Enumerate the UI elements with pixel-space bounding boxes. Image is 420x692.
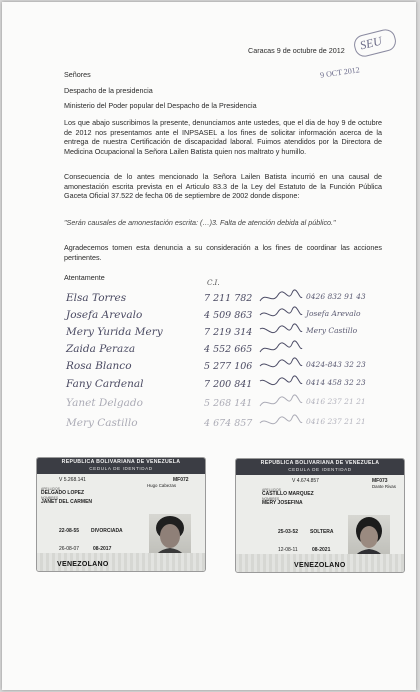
- handwritten-signature-icon: [258, 357, 304, 375]
- signature-row: [66, 360, 406, 378]
- handwritten-signature-icon: [258, 289, 304, 307]
- signatory-name: Josefa Arevalo: [66, 309, 143, 321]
- id-card-number: V 4.674.857: [292, 478, 319, 484]
- signature-row: [66, 397, 406, 415]
- signature-row: [66, 292, 406, 310]
- id-card-subheader: CEDULA DE IDENTIDAD: [89, 466, 153, 471]
- id-card-issue: 12-08-11: [278, 547, 298, 553]
- signature-row: [66, 378, 406, 396]
- signatory-id-number: 7 219 314: [204, 327, 253, 338]
- signature-row: [66, 309, 406, 327]
- id-card-code: MF072: [173, 477, 189, 483]
- handwritten-signature-icon: [258, 306, 304, 324]
- ci-column-mark: C.I.: [207, 278, 220, 287]
- id-card-2: [235, 458, 405, 573]
- id-card-surname-label: APELLIDOS: [41, 487, 60, 491]
- id-card-surnames: DELGADO LOPEZ: [41, 490, 85, 496]
- signatory-phone: 0424-843 32 23: [306, 360, 366, 369]
- letter-date: Caracas 9 de octubre de 2012: [248, 46, 345, 55]
- id-card-nationality: VENEZOLANO: [294, 562, 346, 569]
- scanned-letter-page: [2, 2, 416, 690]
- handwritten-signature-icon: [258, 323, 304, 341]
- signatory-phone: 0414 458 32 23: [306, 378, 366, 387]
- recipient-ministry: Ministerio del Poder popular del Despacho de la Presidencia: [64, 101, 257, 110]
- reception-initials-stamp: SEU: [352, 27, 398, 59]
- id-card-issue: 26-08-07: [59, 546, 80, 552]
- legal-quote: "Serán causales de amonestación escrita: (…)3. Falta de atención debida al público.": [64, 218, 336, 227]
- id-card-expiry: 08-2017: [93, 546, 112, 552]
- paragraph-legal-basis: Consecuencia de lo antes mencionado la Señora Lailen Batista incurrió en una causal de amonestación escrita prevista en el Articulo 83.3 de la Ley del Estatuto de la Función Pública Gaceta Oficial 37.522 de fecha 06 de septiembre de 2002 donde dispone:: [64, 172, 382, 201]
- closing: Atentamente: [64, 273, 105, 282]
- id-card-surnames: CASTILLO MARQUEZ: [262, 491, 314, 497]
- salutation: Señores: [64, 70, 91, 79]
- signatory-name: Rosa Blanco: [66, 360, 132, 372]
- signatory-id-number: 5 277 106: [204, 361, 253, 372]
- id-card-expiry: 08-2021: [312, 547, 331, 553]
- signatory-phone: Josefa Arevalo: [306, 309, 361, 318]
- id-card-names-label: NOMBRES: [41, 496, 59, 500]
- signatory-phone: 0426 832 91 43: [306, 292, 366, 301]
- paragraph-complaint: Los que abajo suscribimos la presente, denunciamos ante ustedes, que el dia de hoy 9 de octubre de 2012 nos presentamos ante el INPSASEL a los fines de solicitar información acerca de la entrega de nuestra Certificación de discapacidad laboral. Fuimos atendidos por la Directora de Medicina Ocupacional la Señora Lailen Batista quien nos maltrato y humillo.: [64, 118, 382, 156]
- signature-row: [66, 343, 406, 361]
- signatory-name: Elsa Torres: [66, 292, 127, 304]
- signature-row: [66, 326, 406, 344]
- handwritten-signature-icon: [258, 394, 304, 412]
- signatory-phone: 0416 237 21 21: [306, 397, 366, 406]
- handwritten-signature-icon: [258, 340, 304, 358]
- id-card-subheader: CEDULA DE IDENTIDAD: [288, 467, 352, 472]
- id-card-names: MERY JOSEFINA: [262, 500, 303, 506]
- signatory-name: Mery Castillo: [66, 417, 138, 429]
- id-card-1: [36, 457, 206, 572]
- id-card-birth: 25-03-52: [278, 529, 299, 535]
- signatory-id-number: 4 509 863: [204, 310, 253, 321]
- signatory-phone: 0416 237 21 21: [306, 417, 366, 426]
- id-card-names: JANET DEL CARMEN: [41, 499, 93, 505]
- signature-row: [66, 417, 406, 435]
- signatory-phone: Mery Castillo: [306, 326, 358, 335]
- id-card-code: MF073: [372, 478, 388, 484]
- handwritten-signature-icon: [258, 414, 304, 432]
- id-card-birth: 22-08-55: [59, 528, 80, 534]
- signatory-name: Yanet Delgado: [66, 397, 143, 409]
- id-card-civil-status: DIVORCIADA: [91, 528, 123, 534]
- id-card-number: V 5.268.141: [59, 477, 86, 483]
- id-card-names-label: NOMBRES: [262, 497, 280, 501]
- signatory-name: Mery Yurida Mery: [66, 326, 163, 338]
- signatory-id-number: 4 674 857: [204, 418, 253, 429]
- signatory-name: Fany Cardenal: [66, 378, 144, 390]
- id-card-header: REPUBLICA BOLIVARIANA DE VENEZUELA: [260, 460, 380, 466]
- id-card-nationality: VENEZOLANO: [57, 561, 109, 568]
- id-card-director: Dante Rivas: [372, 484, 396, 489]
- recipient-office: Despacho de la presidencia: [64, 86, 153, 95]
- received-date-stamp: 9 OCT 2012: [319, 65, 361, 80]
- id-card-header: REPUBLICA BOLIVARIANA DE VENEZUELA: [61, 459, 181, 465]
- paragraph-request: Agradecemos tomen esta denuncia a su consideración a los fines de coordinar las acciones pertinentes.: [64, 243, 382, 262]
- id-card-surname-label: APELLIDOS: [262, 488, 281, 492]
- signatory-id-number: 5 268 141: [204, 398, 253, 409]
- signatory-name: Zaida Peraza: [66, 343, 136, 355]
- id-card-civil-status: SOLTERA: [310, 529, 334, 535]
- signatory-id-number: 4 552 665: [204, 344, 253, 355]
- handwritten-signature-icon: [258, 375, 304, 393]
- id-card-director: Hugo Cabezas: [147, 483, 177, 488]
- signatory-id-number: 7 200 841: [204, 379, 253, 390]
- signatory-id-number: 7 211 782: [204, 293, 253, 304]
